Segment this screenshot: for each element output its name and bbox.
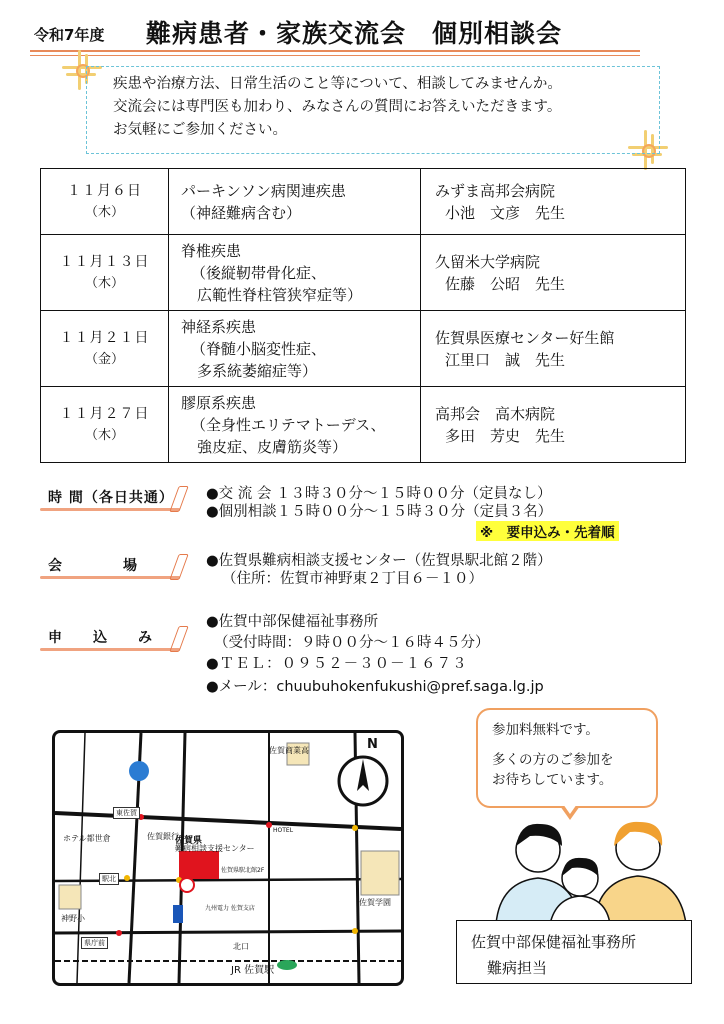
doctor-name: 多田 芳史 先生 [445, 426, 566, 445]
label-underline [40, 648, 180, 651]
bubble-line: 多くの方のご参加を [492, 752, 614, 768]
center-label: 佐賀県 [175, 836, 203, 846]
intro-line: お気軽にご参加ください。 [113, 122, 287, 138]
label-underline [40, 508, 180, 511]
venue-name: ●佐賀県難病相談支援センター（佐賀県駅北館２階） [206, 553, 552, 569]
table-row [41, 387, 686, 463]
hospital-cell [421, 311, 686, 387]
date-cell [41, 311, 169, 387]
bubble-line: 参加料無料です。 [492, 722, 599, 738]
doctor-name: 江里口 誠 先生 [445, 350, 566, 369]
school-left-label: 神野小 [61, 914, 85, 923]
disease-detail: 強皮症、皮膚筋炎等） [197, 437, 348, 456]
weekday-text: （金） [84, 351, 124, 367]
title-row [26, 14, 646, 48]
disease-name: 神経系疾患 [181, 317, 257, 336]
disease-cell [169, 387, 421, 463]
date-text: １１月２７日 [59, 405, 150, 422]
apply-hours: （受付時間：９時００分～１６時４５分） [214, 635, 490, 651]
date-cell [41, 169, 169, 235]
signal-tag: 県庁前 [81, 937, 108, 949]
page-title: 難病患者・家族交流会 個別相談会 [146, 19, 563, 48]
venue-address: （住所：佐賀市神野東２丁目６－１０） [222, 571, 483, 587]
apply-email[interactable]: ●メール：chuubuhokenfukushi@pref.saga.lg.jp [206, 679, 544, 695]
disease-detail: （神経難病含む） [181, 203, 302, 222]
time-session-2: ●個別相談１５時００分～１５時３０分（定員３名） [206, 504, 553, 520]
disease-detail: 多系統萎縮症等） [197, 361, 318, 380]
intro-box [86, 66, 660, 154]
weekday-text: （木） [84, 275, 124, 291]
contact-box [456, 920, 692, 984]
venue-label-text: 会 場 [48, 558, 138, 574]
date-text: １１月１３日 [59, 253, 150, 270]
hotel-label: ホテル都世倉 [63, 834, 111, 843]
access-map [52, 730, 404, 986]
doctor-name: 佐藤 公昭 先生 [445, 274, 566, 293]
bubble-line: お待ちしています。 [492, 772, 613, 788]
apply-office: ●佐賀中部保健福祉事務所 [206, 614, 379, 630]
apply-label-text: 申 込 み [48, 630, 153, 646]
doctor-name: 小池 文彦 先生 [445, 203, 566, 222]
speech-bubble [476, 708, 658, 808]
hotel-tag: HOTEL [273, 827, 294, 834]
table-row [41, 169, 686, 235]
hospital-name: 佐賀県医療センター好生館 [435, 328, 615, 347]
contact-dept: 難病担当 [487, 959, 548, 977]
pencil-icon [169, 626, 188, 652]
disease-detail: 広範性脊柱管狭窄症等） [197, 285, 363, 304]
time-session-1: ●交 流 会 １３時３０分～１５時００分（定員なし） [206, 486, 552, 502]
center-floor: 佐賀県駅北館2F [221, 867, 265, 874]
family-illustration [490, 812, 690, 924]
weekday-text: （木） [84, 204, 124, 220]
venue-label [40, 552, 188, 578]
signal-tag: 東佐賀 [113, 807, 140, 819]
kyuden-label: 九州電力 佐賀支店 [205, 905, 255, 912]
time-label [40, 484, 188, 510]
bank-label: 佐賀銀行 [147, 832, 179, 841]
disease-detail: （後縦靭帯骨化症、 [191, 263, 327, 282]
disease-name: パーキンソン病関連疾患 [181, 181, 346, 200]
disease-detail: （全身性エリテマトーデス、 [191, 415, 386, 434]
disease-detail: （脊髄小脳変性症、 [191, 339, 327, 358]
north-label: N [367, 737, 378, 752]
contact-org: 佐賀中部保健福祉事務所 [471, 933, 637, 951]
north-exit-label: 北口 [233, 942, 249, 951]
signal-tag: 駅北 [99, 873, 119, 885]
hospital-name: みずま高邦会病院 [435, 181, 556, 200]
disease-name: 膠原系疾患 [181, 393, 257, 412]
notice-badge: ※ 要申込み・先着順 [476, 521, 619, 541]
time-label-text: 時 間（各日共通） [48, 490, 174, 506]
school-label: 佐賀商業高 [269, 746, 309, 755]
table-row [41, 311, 686, 387]
school-right-label: 佐賀学園 [359, 898, 391, 907]
label-underline [40, 576, 180, 579]
schedule-table [40, 168, 686, 463]
date-cell [41, 387, 169, 463]
station-label: JR 佐賀駅 [231, 965, 275, 976]
weekday-text: （木） [84, 427, 124, 443]
table-row [41, 235, 686, 311]
center-label-2: 難病相談支援センター [175, 844, 255, 853]
date-text: １１月２１日 [59, 329, 150, 346]
disease-cell [169, 311, 421, 387]
title-underline-thin [30, 55, 640, 56]
date-cell [41, 235, 169, 311]
fiscal-year: 令和7年度 [34, 26, 105, 44]
hospital-name: 久留米大学病院 [435, 252, 541, 271]
hospital-cell [421, 235, 686, 311]
apply-label [40, 624, 188, 650]
disease-cell [169, 169, 421, 235]
pencil-icon [169, 554, 188, 580]
title-underline [30, 50, 640, 52]
date-text: １１月６日 [67, 182, 142, 199]
hospital-cell [421, 387, 686, 463]
intro-line: 疾患や治療方法、日常生活のこと等について、相談してみませんか。 [113, 76, 562, 92]
hospital-name: 高邦会 高木病院 [435, 404, 556, 423]
apply-phone[interactable]: ●ＴＥＬ：０９５２－３０－１６７３ [206, 656, 468, 672]
disease-name: 脊椎疾患 [181, 241, 242, 260]
disease-cell [169, 235, 421, 311]
intro-line: 交流会には専門医も加わり、みなさんの質問にお答えいただきます。 [113, 99, 562, 115]
hospital-cell [421, 169, 686, 235]
